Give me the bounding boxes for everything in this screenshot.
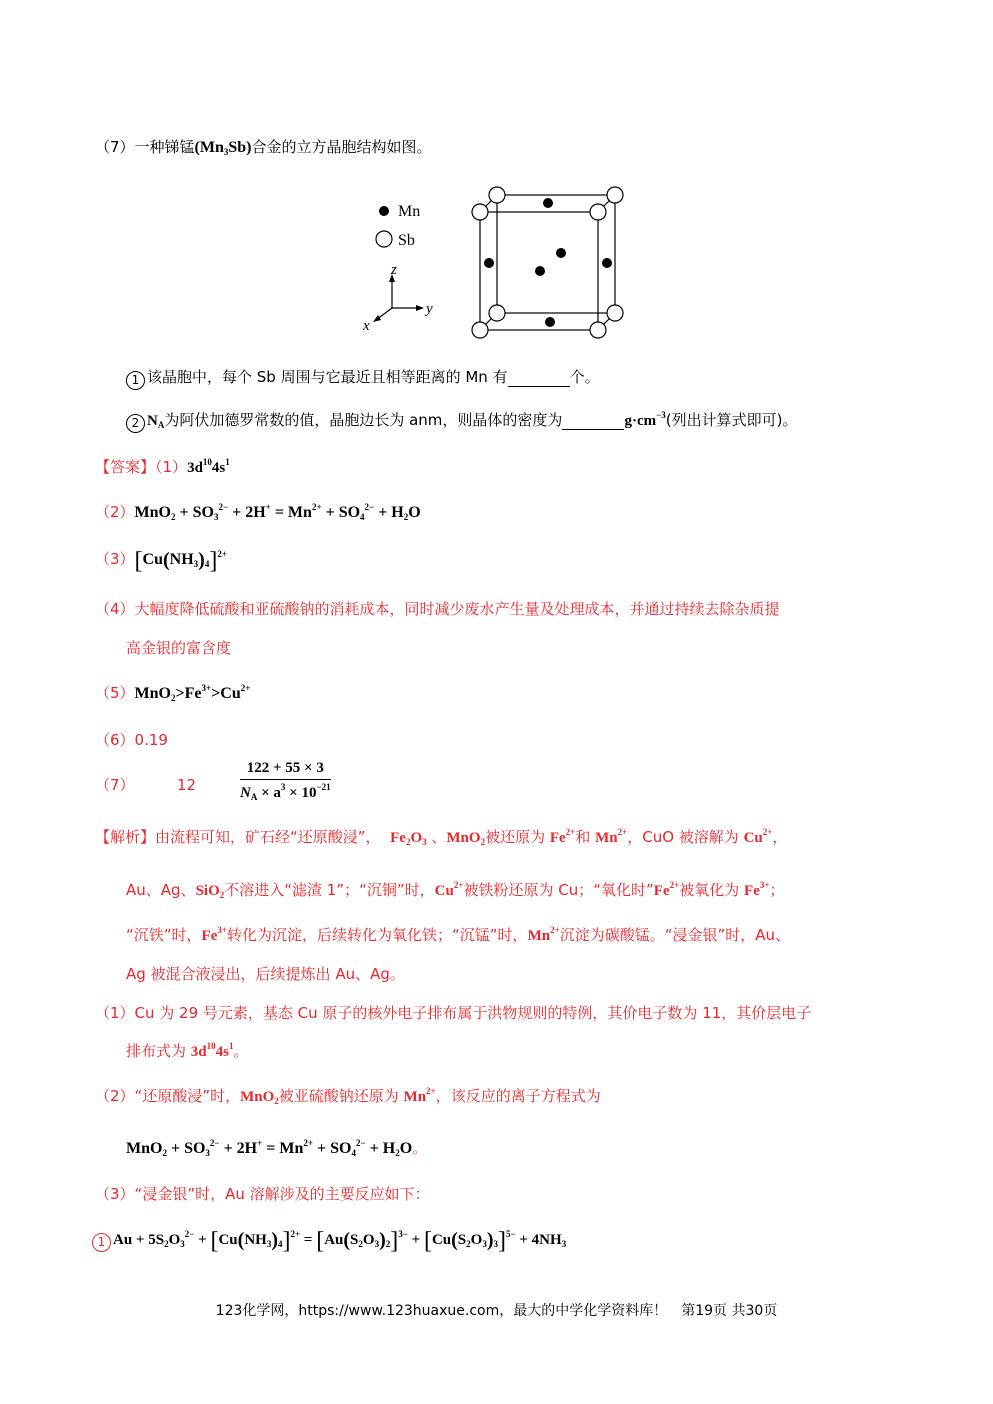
crystal-cell-diagram — [360, 180, 640, 350]
circled-number-2: 2 — [126, 414, 145, 433]
answer-5: $(5)MnO_2>Fe^{3+}>Cu^{2+}$ — [95, 683, 251, 703]
answer-4-line1: （4）大幅度降低硫酸和亚硫酸钠的消耗成本，同时减少废水产生量及处理成本，并通过持续去除杂质提 — [95, 600, 780, 618]
analysis-label: 【解析】 — [95, 828, 156, 846]
fraction-denominator: $N_A \times a^3 \times 10^{-21}$ — [240, 782, 331, 802]
answer-blank — [562, 411, 624, 430]
answer-7-prefix: （7） — [95, 776, 135, 794]
answer-1: 【答案】$(1)3d^{10}4s^1$ — [95, 457, 230, 476]
circled-number-1: 1 — [92, 1233, 111, 1252]
legend-sb-marker — [376, 231, 392, 247]
legend-sb-label: Sb — [398, 232, 415, 249]
answer-7-value: 12 — [177, 776, 197, 794]
analysis-part3-line1: （3）“浸金银”时，Au 溶解涉及的主要反应如下： — [95, 1185, 430, 1203]
axis-z-label: z — [391, 262, 397, 278]
subquestion-1: 1 该晶胞中，每个 Sb 周围与它最近且相等距离的 Mn 有 个。 — [126, 366, 600, 390]
formula-mn3sb: $(Mn_3Sb)$ — [194, 139, 252, 157]
answer-3: $(3)[Cu(NH_3)_4]^{2+}$ — [95, 548, 227, 574]
answer-4-line2: 高金银的富含度 — [126, 639, 232, 657]
question-7-heading: （7）一种锑锰$(Mn_3Sb)$合金的立方晶胞结构如图。 — [95, 138, 432, 157]
circled-number-1: 1 — [126, 371, 145, 390]
analysis-part2-equation: $MnO_2 + SO_3^{2-} + 2H^+ = Mn^{2+} + SO_4^{2-} + H_2O$。 — [126, 1138, 428, 1158]
axis-x-label: x — [363, 318, 370, 334]
answer-2: $(2)MnO_2 + SO_3^{2-} + 2H^+ = Mn^{2+} + SO_4^{2-} + H_2O$ — [95, 502, 421, 522]
page-footer: 123化学网，https://www.123huaxue.com，最大的中学化学资料库！ 第19页 共30页 — [215, 1303, 778, 1319]
analysis-line-1: 【解析】由流程可知，矿石经“还原酸浸”， $Fe_2O_3$ 、MnO$_2$被还原为 $Fe^{2+}$和 $Mn^{2+}$，CuO 被溶解为 $Cu^{2+}$， — [95, 827, 788, 847]
axis-y-label: y — [426, 301, 433, 317]
answer-6: （6）0.19 — [95, 731, 168, 749]
legend-mn-label: Mn — [398, 203, 421, 220]
analysis-line-4: Ag 被混合液浸出，后续提炼出 Au、Ag。 — [126, 965, 405, 983]
answer-7-fraction — [240, 760, 331, 802]
analysis-line-3: “沉铁”时，$Fe^{3+}$转化为沉淀，后续转化为氧化铁；“沉锰”时，$Mn^{2+}$沉淀为碳酸锰。“浸金银”时，Au、 — [126, 925, 791, 944]
answer-label: 【答案】 — [95, 458, 156, 476]
analysis-part1-line2: 排布式为 $3d^{10}4s^1$。 — [126, 1041, 249, 1060]
analysis-part1-line1: （1）Cu 为 29 号元素，基态 Cu 原子的核外电子排布属于洪物规则的特例，其价电子数为 11，其价层电子 — [95, 1004, 812, 1022]
answer-blank — [508, 368, 570, 387]
subquestion-2: 2 $N_A$为阿伏加德罗常数的值，晶胞边长为 anm，则晶体的密度为 $g\cdot cm^{-3}$(列出计算式即可)。 — [126, 409, 797, 433]
analysis-line-2: Au、Ag、SiO$_2$不溶进入“滤渣 1”；“沉铜”时，$Cu^{2+}$被铁粉还原为 Cu；“氧化时$”Fe^{2+}$被氧化为 $Fe^{3+}$； — [126, 880, 785, 900]
analysis-part2-line1: （2）“还原酸浸”时，MnO$_2$被亚硫酸钠还原为 $Mn^{2+}$，该反应的离子方程式为 — [95, 1086, 601, 1106]
legend-mn-marker — [379, 206, 389, 216]
fraction-numerator: 122 + 55 × 3 — [240, 760, 331, 780]
analysis-part3-equation: 1 $Au + 5S_2O_3^{2-} + [Cu(NH_3)_4]^{2+} = [Au(S_2O_3)_2]^{3-} + [Cu(S_2O_3)_3]^{5-} + 4NH_3$ — [92, 1228, 566, 1255]
